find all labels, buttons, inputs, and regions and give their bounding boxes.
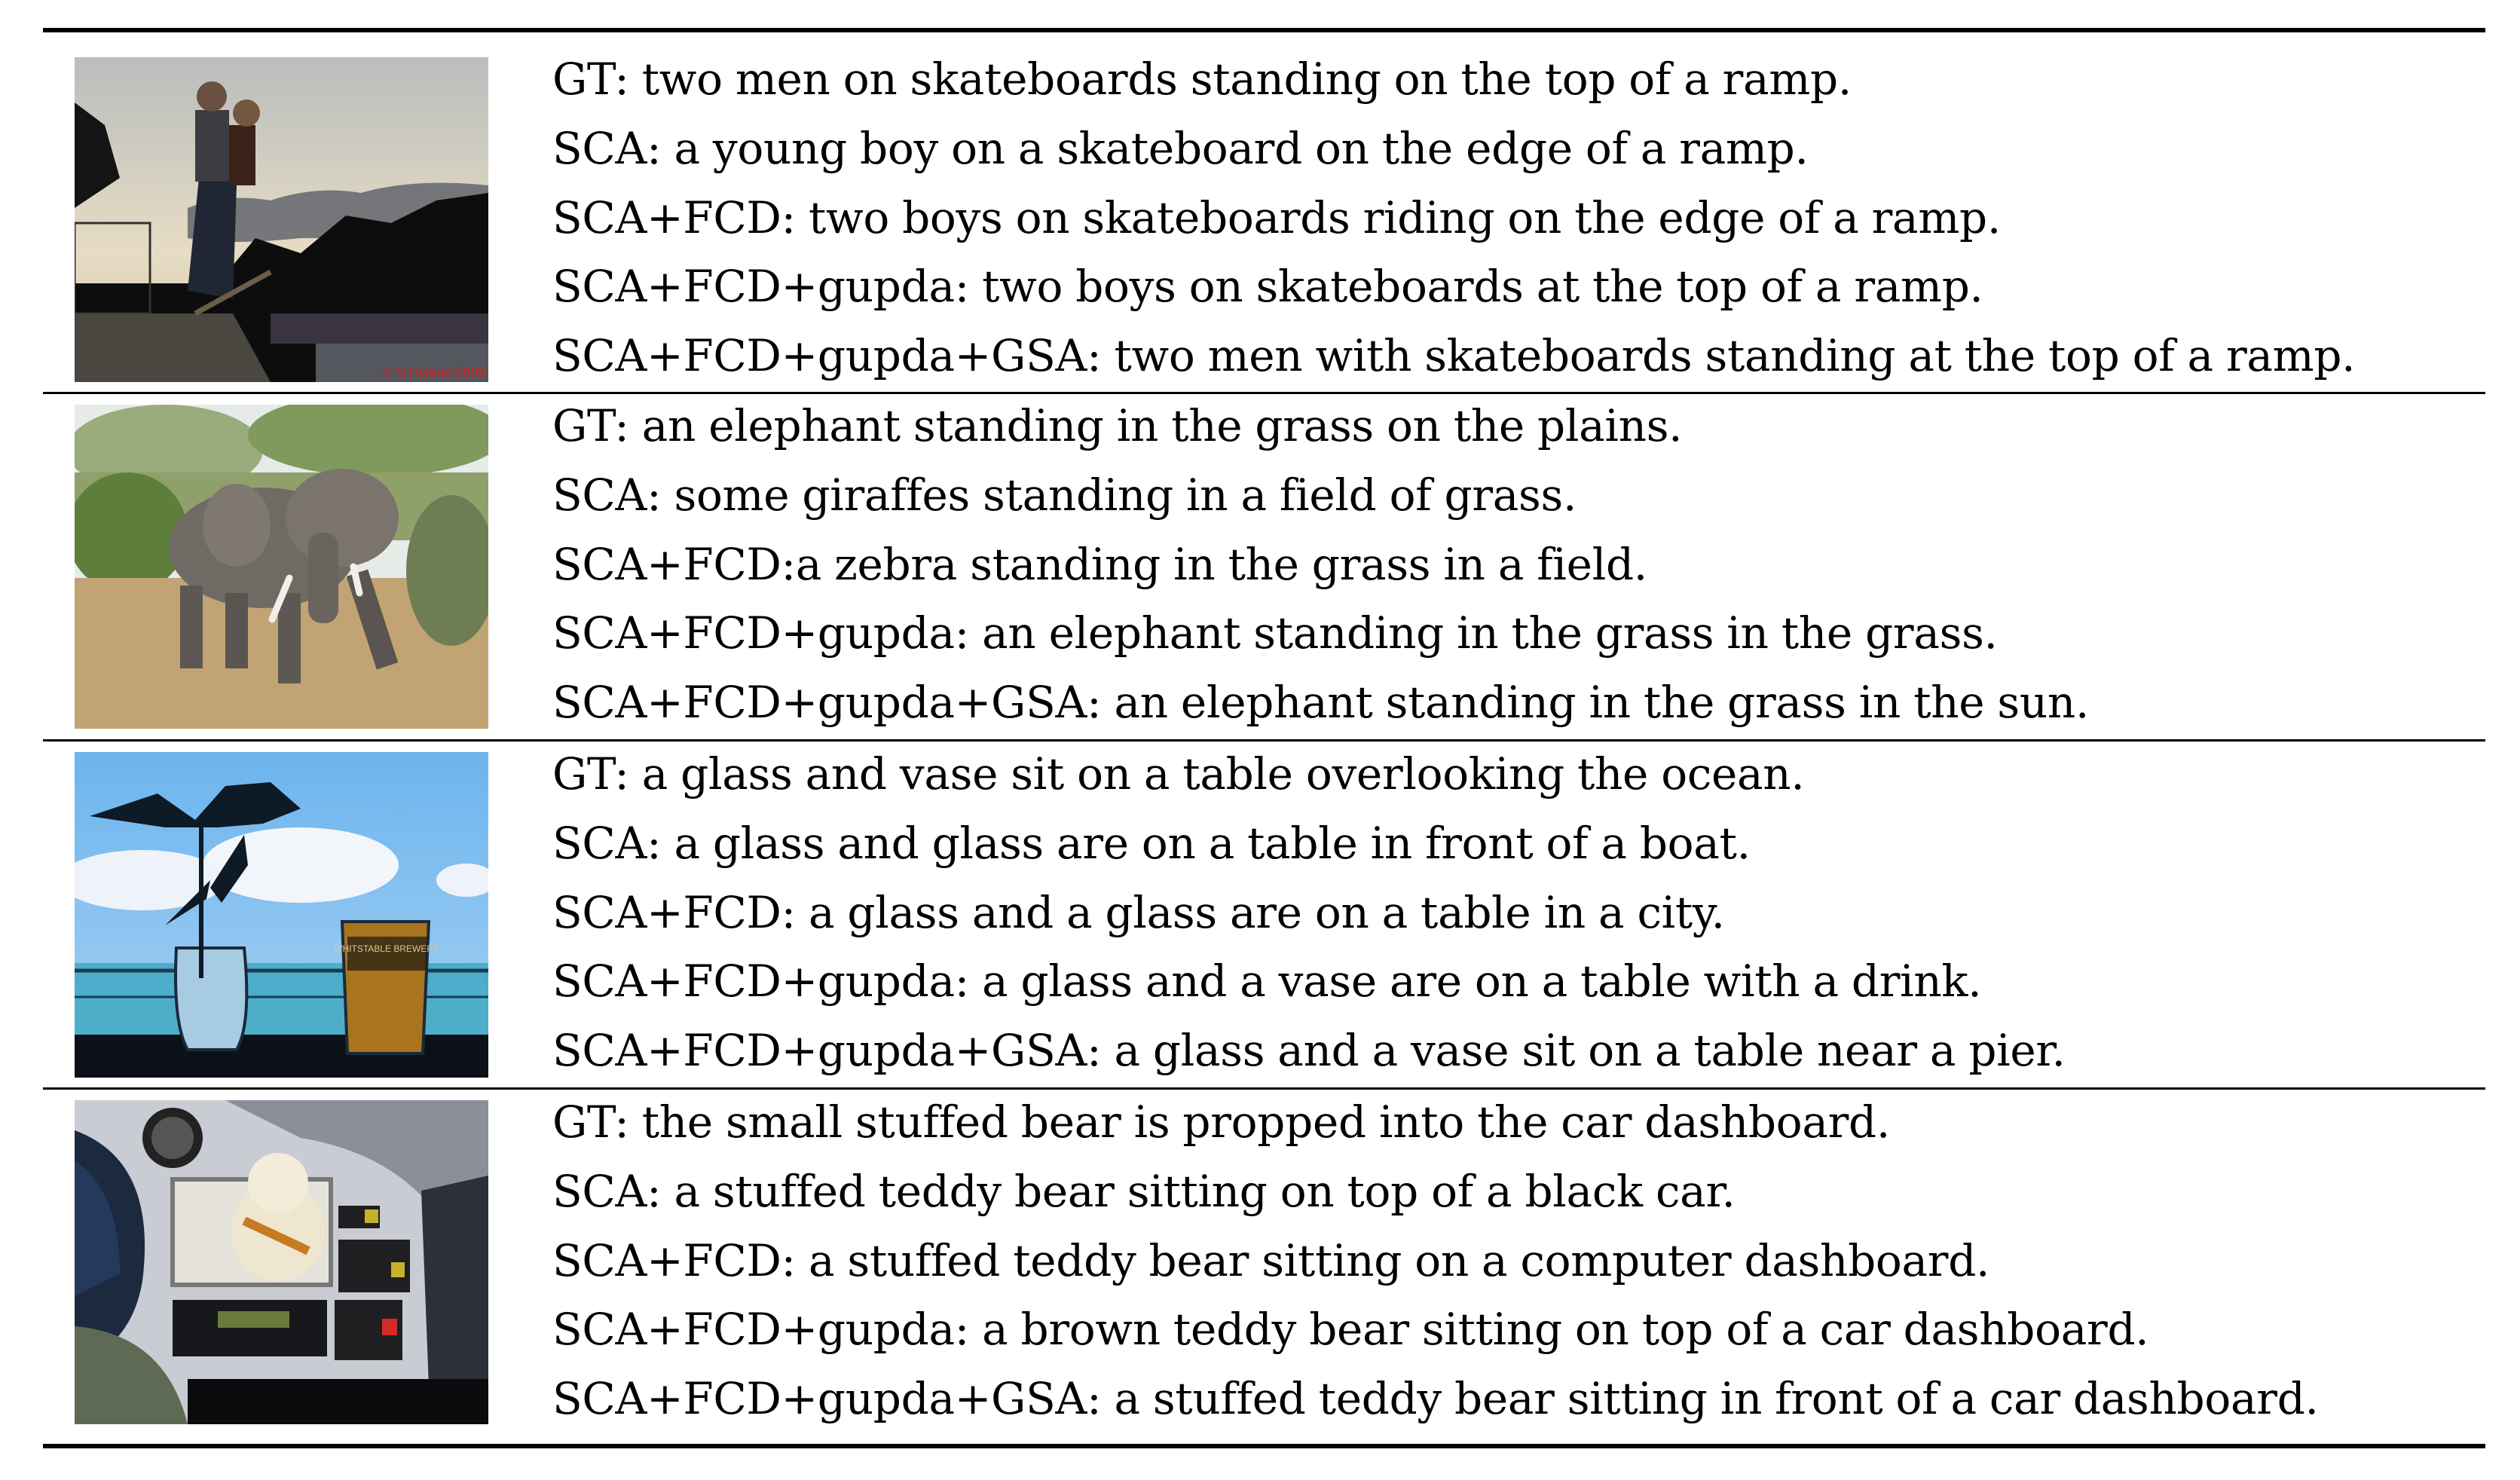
caption-sca-fcd: SCA+FCD: two boys on skateboards riding on the edge of a ramp. [552,191,2001,243]
caption-list [552,1088,2497,1434]
table-bottom-rule [43,1444,2485,1448]
table-top-rule [43,28,2485,32]
caption-sca-fcd-gupda-gsa: SCA+FCD+gupda+GSA: two men with skateboards standing at the top of a ramp. [552,330,2356,381]
caption-sca: SCA: some giraffes standing in a field of grass. [552,469,1577,521]
caption-sca-fcd-gupda: SCA+FCD+gupda: an elephant standing in the grass in the grass. [552,607,1998,659]
caption-sca: SCA: a glass and glass are on a table in front of a boat. [552,817,1751,869]
caption-gt: GT: an elephant standing in the grass on the plains. [552,400,1683,451]
caption-sca-fcd-gupda-gsa: SCA+FCD+gupda+GSA: an elephant standing in the grass in the sun. [552,677,2090,728]
caption-list [552,392,2497,738]
caption-sca-fcd-gupda: SCA+FCD+gupda: a brown teddy bear sitting on top of a car dashboard. [552,1304,2149,1356]
caption-gt: GT: two men on skateboards standing on the top of a ramp. [552,54,1852,105]
caption-sca-fcd: SCA+FCD: a stuffed teddy bear sitting on a computer dashboard. [552,1234,1990,1286]
caption-list [552,45,2497,391]
caption-sca-fcd-gupda-gsa: SCA+FCD+gupda+GSA: a stuffed teddy bear sitting in front of a car dashboard. [552,1373,2319,1424]
teddy-bear-dashboard-photo [75,1100,488,1424]
glass-label: WHITSTABLE BREWERY [334,943,439,954]
caption-sca-fcd: SCA+FCD:a zebra standing in the grass in a field. [552,538,1647,590]
caption-sca: SCA: a young boy on a skateboard on the edge of a ramp. [552,122,1809,174]
caption-list [552,740,2497,1086]
caption-gt: GT: the small stuffed bear is propped into the car dashboard. [552,1096,1890,1148]
photo-watermark: © S Hyland 2009 [382,365,485,380]
caption-sca-fcd: SCA+FCD: a glass and a glass are on a table in a city. [552,886,1725,938]
caption-sca-fcd-gupda-gsa: SCA+FCD+gupda+GSA: a glass and a vase sit on a table near a pier. [552,1025,2066,1076]
caption-gt: GT: a glass and vase sit on a table overlooking the ocean. [552,748,1805,800]
skateboard-ramp-photo [75,57,488,382]
caption-sca: SCA: a stuffed teddy bear sitting on top of a black car. [552,1165,1736,1217]
elephant-photo [75,405,488,729]
caption-sca-fcd-gupda: SCA+FCD+gupda: two boys on skateboards at the top of a ramp. [552,261,1983,313]
vase-and-beer-photo [75,752,488,1078]
caption-sca-fcd-gupda: SCA+FCD+gupda: a glass and a vase are on a table with a drink. [552,956,1982,1008]
